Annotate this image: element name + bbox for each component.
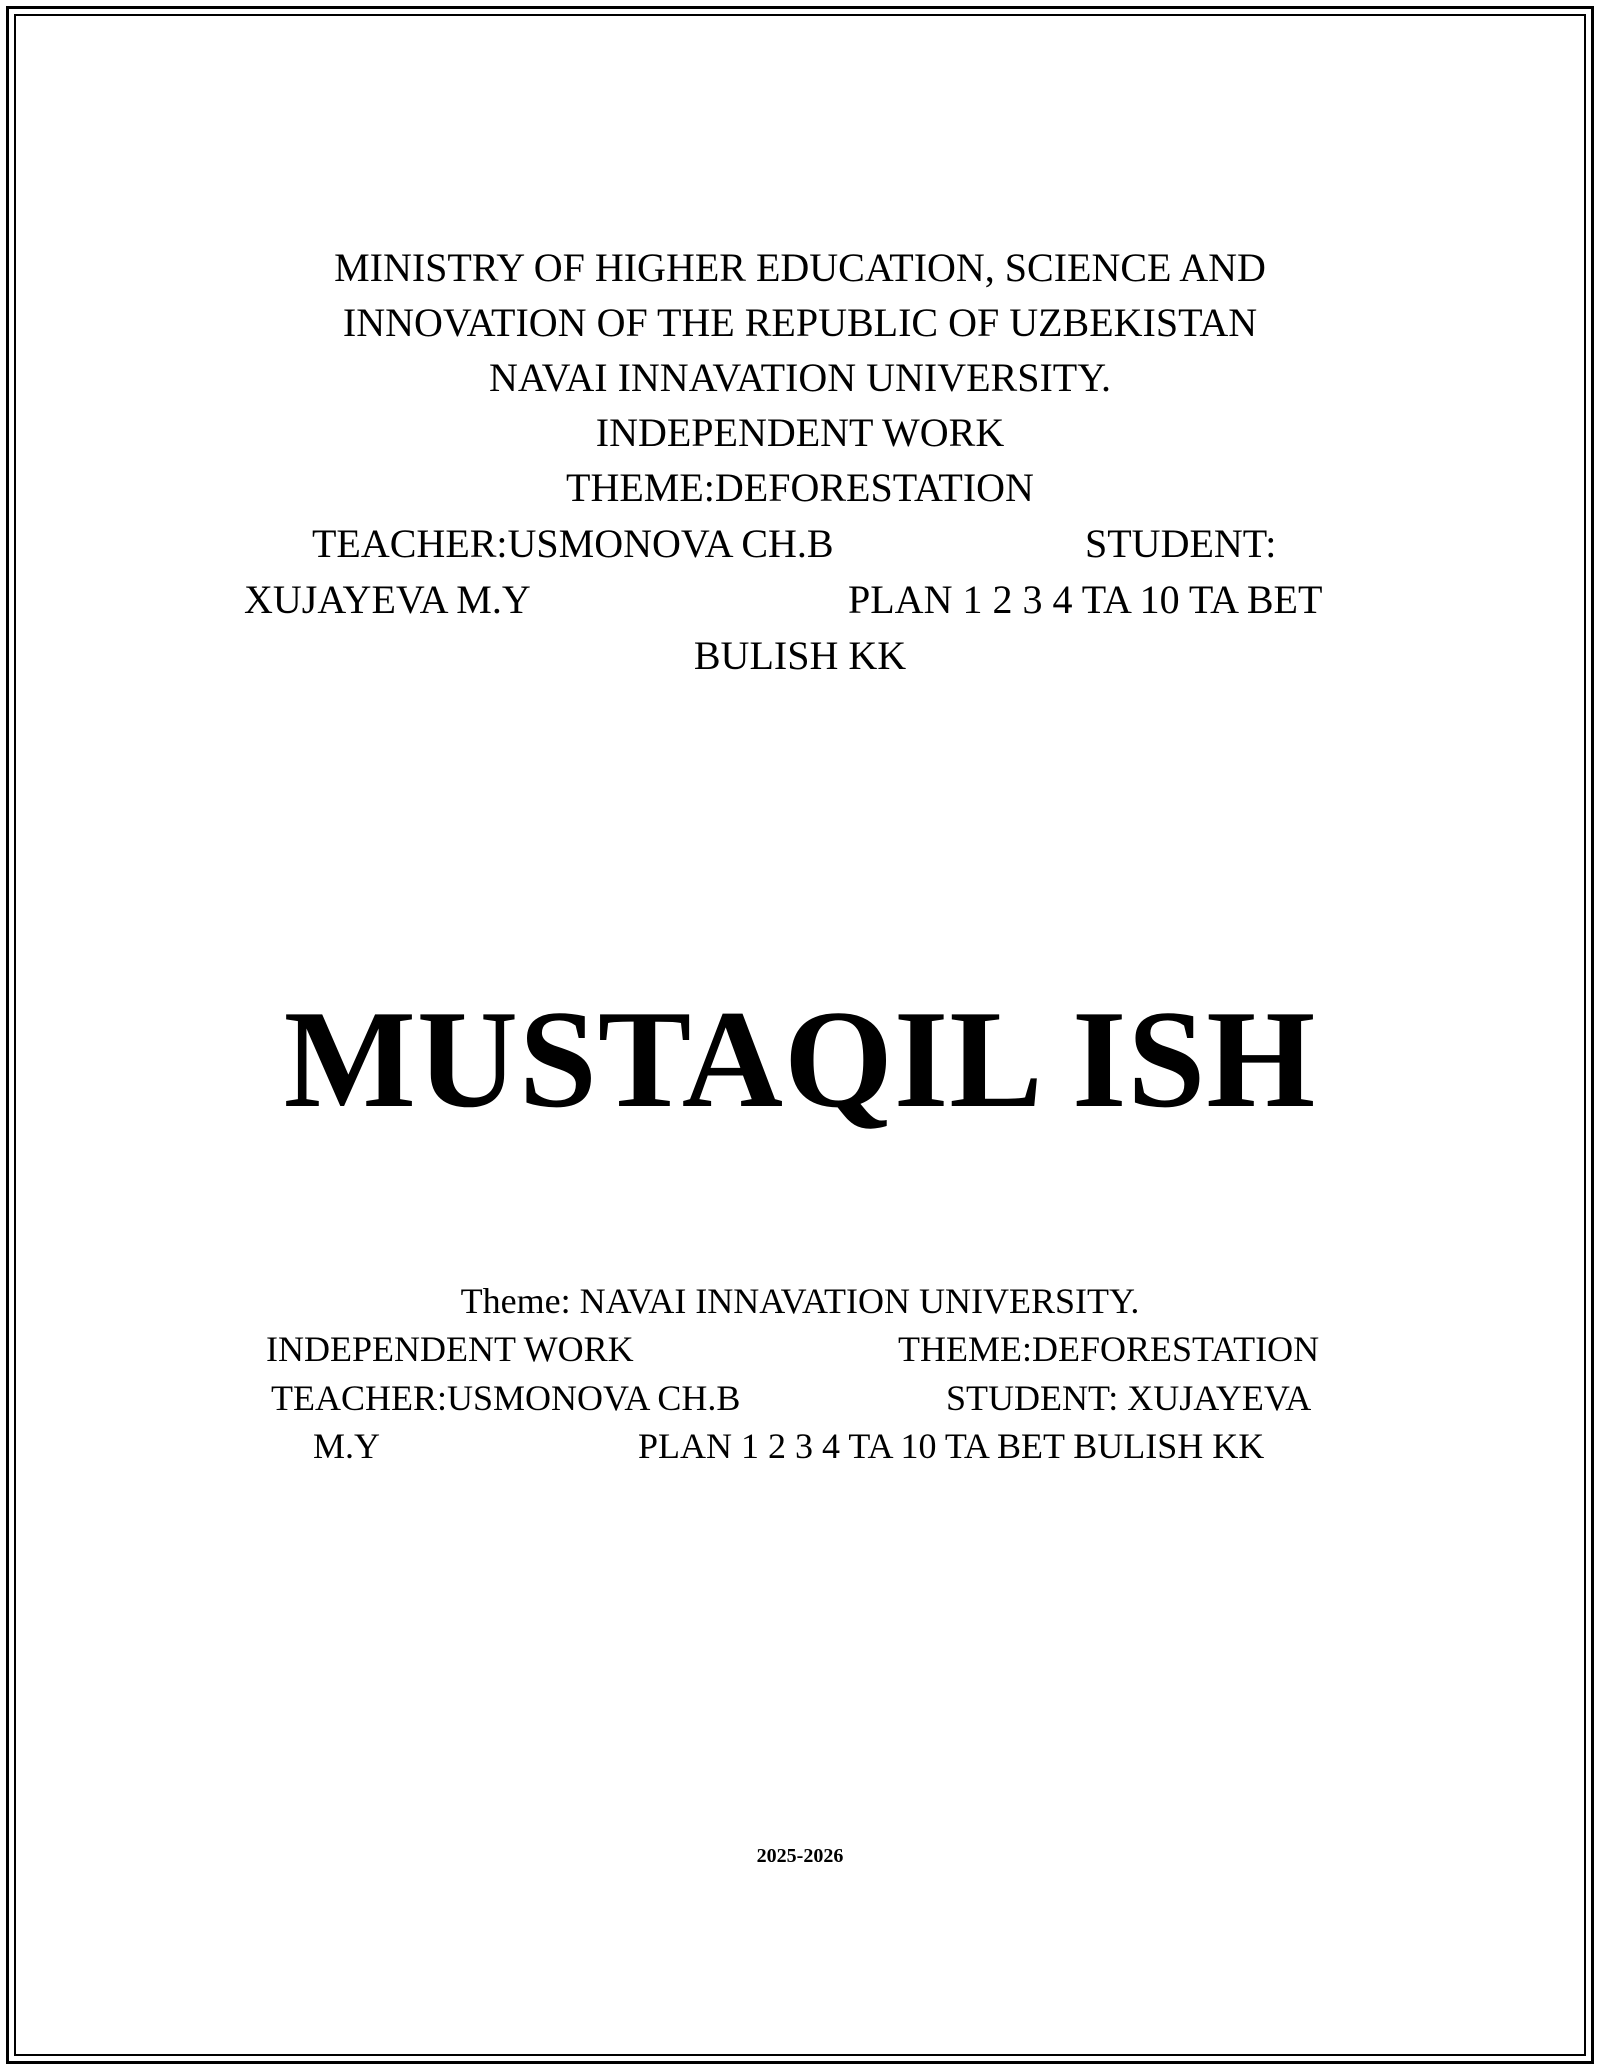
student-label: STUDENT:: [1085, 521, 1277, 566]
teacher-label: TEACHER:USMONOVA CH.B: [312, 521, 834, 566]
plan-line-cont: BULISH KK: [693, 633, 907, 678]
details-plan: PLAN 1 2 3 4 TA 10 TA BET BULISH KK: [638, 1426, 1265, 1466]
details-student-cont: M.Y: [313, 1426, 381, 1466]
details-independent-work: INDEPENDENT WORK: [266, 1329, 634, 1369]
academic-year: 2025-2026: [756, 1845, 844, 1867]
university-name: NAVAI INNAVATION UNIVERSITY.: [489, 355, 1111, 400]
student-name: XUJAYEVA M.Y: [244, 577, 531, 622]
details-teacher: TEACHER:USMONOVA CH.B: [271, 1378, 741, 1418]
details-theme: Theme: NAVAI INNAVATION UNIVERSITY.: [460, 1281, 1140, 1321]
ministry-line-1: MINISTRY OF HIGHER EDUCATION, SCIENCE AND: [334, 245, 1266, 290]
work-type: INDEPENDENT WORK: [595, 410, 1005, 455]
main-title: MUSTAQIL ISH: [283, 982, 1317, 1137]
plan-line: PLAN 1 2 3 4 TA 10 TA BET: [848, 577, 1323, 622]
theme-line: THEME:DEFORESTATION: [566, 465, 1034, 510]
details-student: STUDENT: XUJAYEVA: [946, 1378, 1312, 1418]
details-theme-deforestation: THEME:DEFORESTATION: [898, 1329, 1320, 1369]
ministry-line-2: INNOVATION OF THE REPUBLIC OF UZBEKISTAN: [342, 300, 1258, 345]
